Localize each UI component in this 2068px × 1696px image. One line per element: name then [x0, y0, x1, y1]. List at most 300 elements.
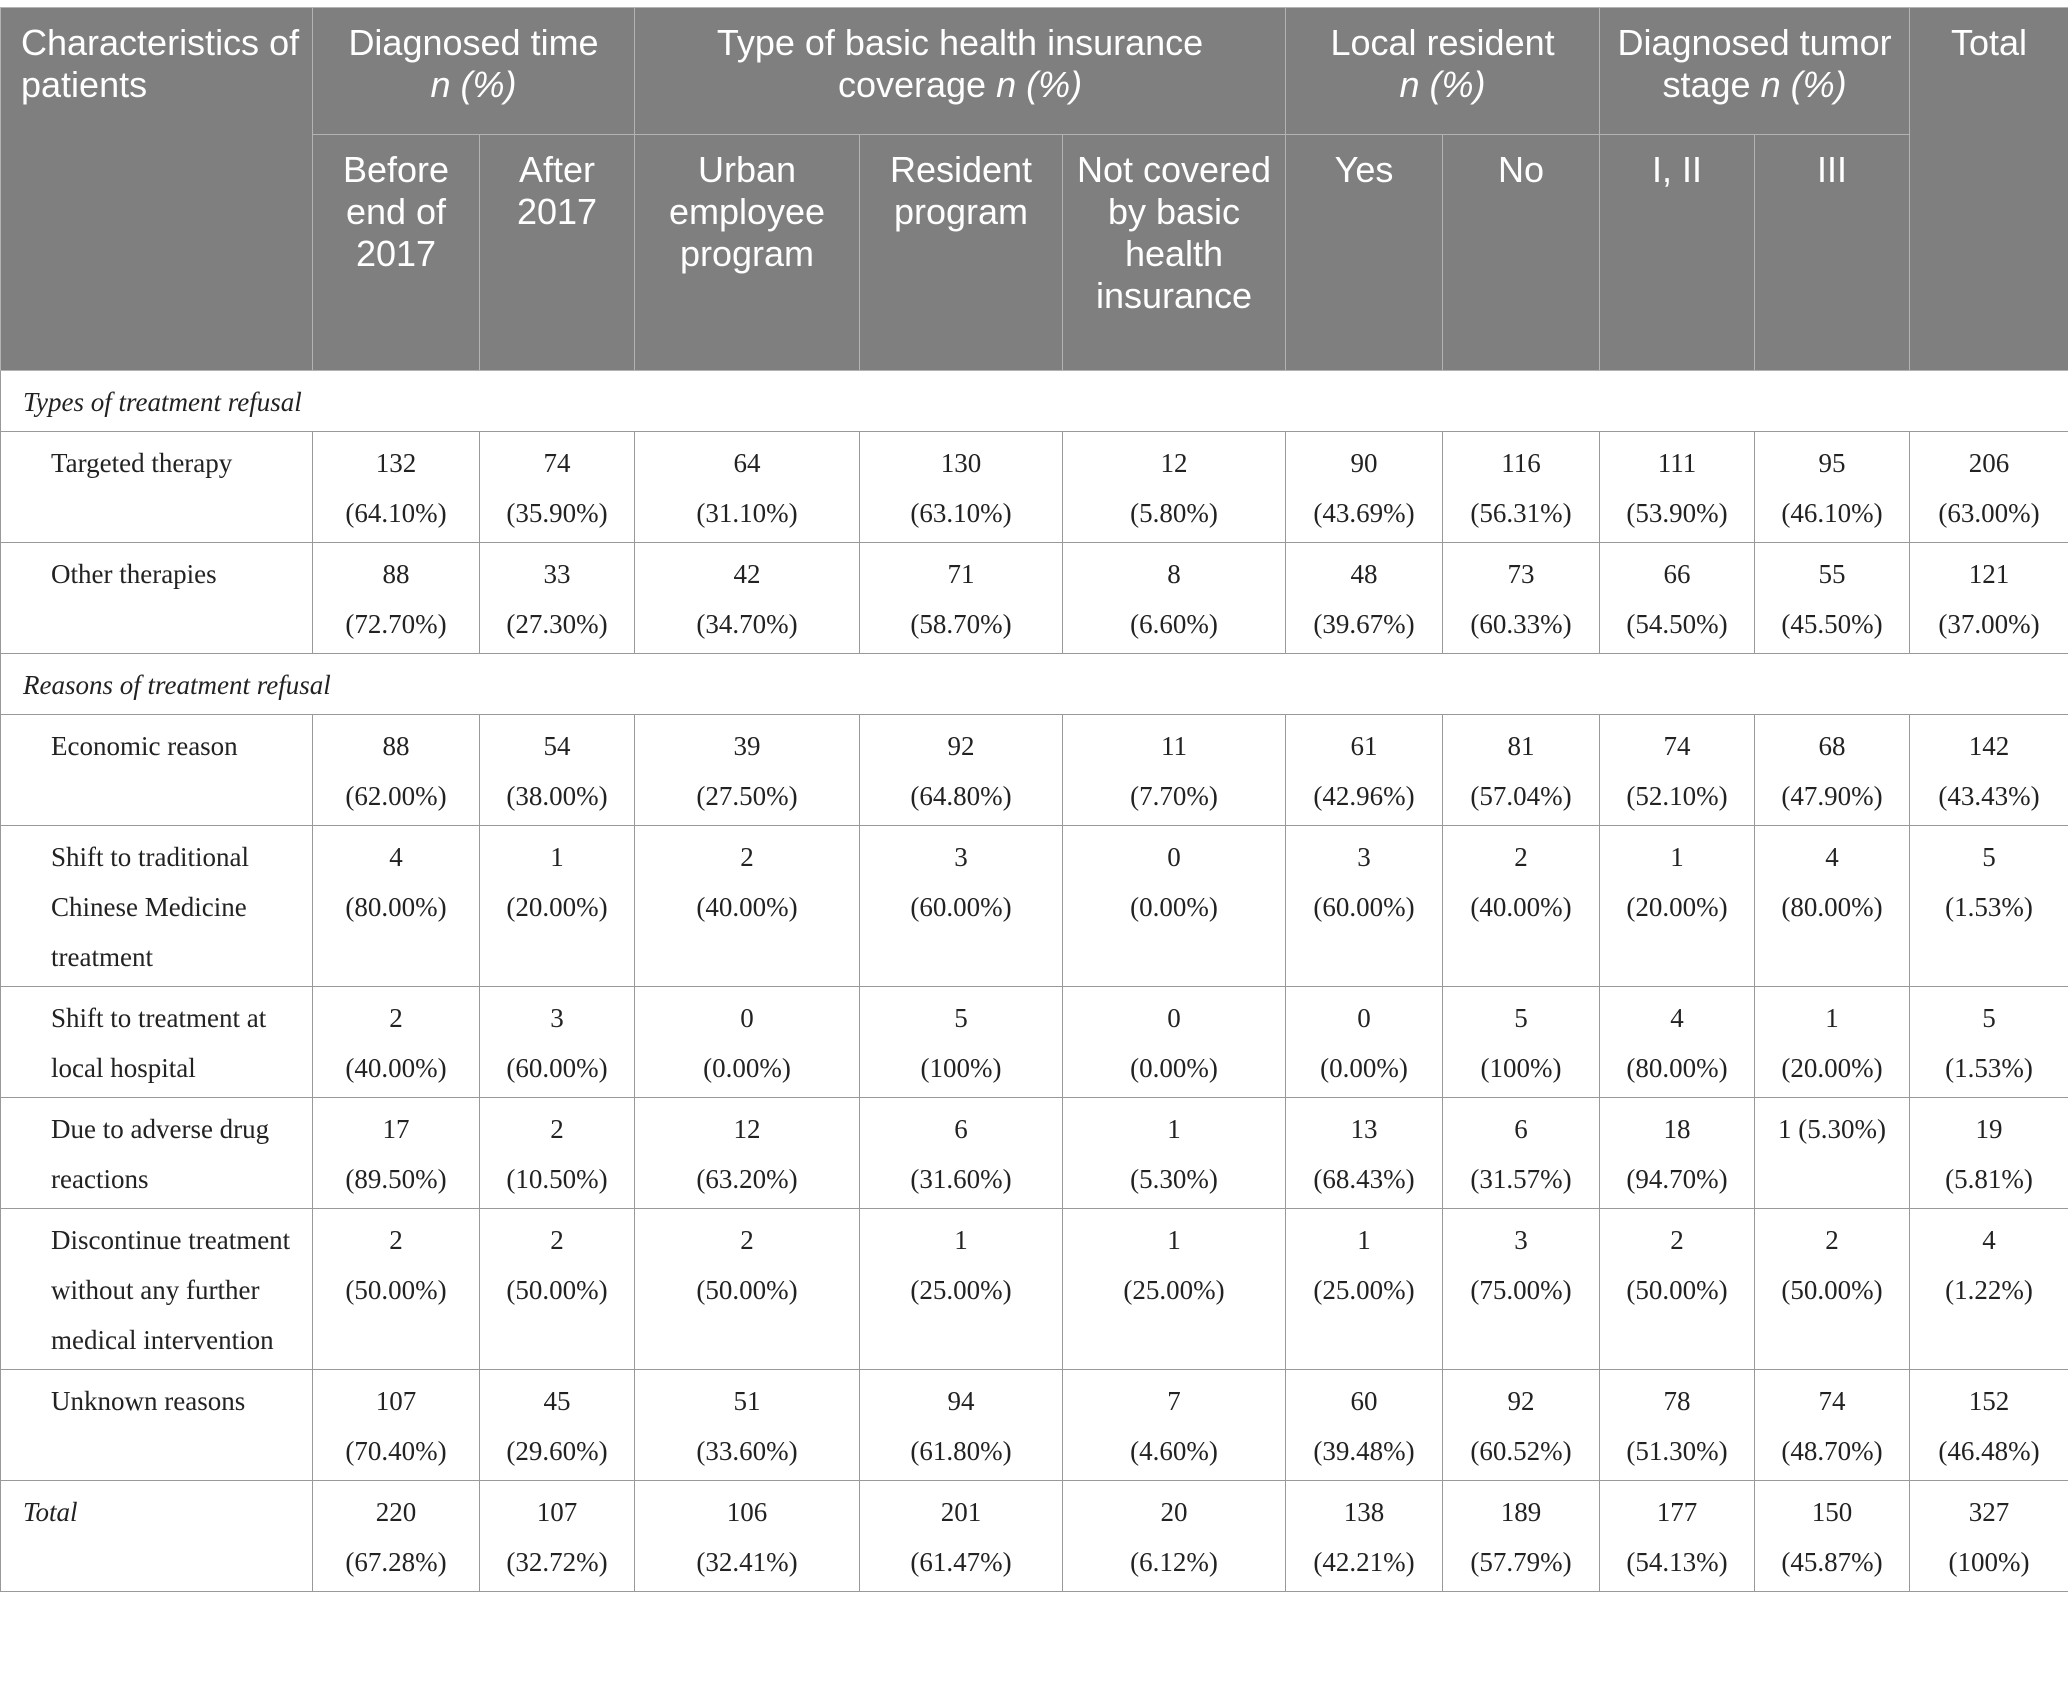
table-cell — [1063, 1370, 1286, 1481]
cell-percent: (100%) — [864, 1043, 1058, 1093]
header-before-2017: Before end of 2017 — [313, 135, 480, 371]
cell-percent: (33.60%) — [639, 1426, 855, 1476]
table-cell — [1755, 432, 1910, 543]
cell-percent: (56.31%) — [1447, 488, 1595, 538]
cell-count: 121 — [1914, 549, 2064, 599]
table-row — [1, 715, 2068, 826]
cell-count: 138 — [1290, 1487, 1438, 1537]
section-reasons: Reasons of treatment refusal — [1, 654, 2068, 715]
cell-count: 95 — [1759, 438, 1905, 488]
cell-percent: (1.53%) — [1914, 1043, 2064, 1093]
cell-count: 8 — [1067, 549, 1281, 599]
table-cell — [1063, 715, 1286, 826]
cell-count: 2 — [484, 1215, 630, 1265]
table-cell — [313, 1209, 480, 1370]
cell-percent: (72.70%) — [317, 599, 475, 649]
table-cell — [480, 1098, 635, 1209]
cell-count: 0 — [1290, 993, 1438, 1043]
cell-percent: (0.00%) — [639, 1043, 855, 1093]
table-cell — [1443, 987, 1600, 1098]
cell-count: 92 — [1447, 1376, 1595, 1426]
header-local-resident: Local resident n (%) — [1286, 8, 1600, 135]
cell-percent: (64.10%) — [317, 488, 475, 538]
cell-count: 1 — [1604, 832, 1750, 882]
cell-count: 132 — [317, 438, 475, 488]
table-cell — [1755, 1481, 1910, 1592]
header-resident-program: Resident program — [860, 135, 1063, 371]
table-cell — [1443, 1370, 1600, 1481]
cell-percent: (7.70%) — [1067, 771, 1281, 821]
cell-percent: (57.79%) — [1447, 1537, 1595, 1587]
cell-count: 4 — [1759, 832, 1905, 882]
header-insurance: Type of basic health insurance coverage n (%) — [635, 8, 1286, 135]
cell-percent: (25.00%) — [864, 1265, 1058, 1315]
cell-count: 116 — [1447, 438, 1595, 488]
cell-count: 48 — [1290, 549, 1438, 599]
cell-count: 150 — [1759, 1487, 1905, 1537]
cell-percent: (39.48%) — [1290, 1426, 1438, 1476]
cell-count: 13 — [1290, 1104, 1438, 1154]
cell-count: 6 — [1447, 1104, 1595, 1154]
table-cell — [313, 1481, 480, 1592]
header-tumor-stage: Diagnosed tumor stage n (%) — [1600, 8, 1910, 135]
cell-percent: (48.70%) — [1759, 1426, 1905, 1476]
cell-count: 2 — [639, 832, 855, 882]
cell-count: 4 — [1914, 1215, 2064, 1265]
cell-count: 60 — [1290, 1376, 1438, 1426]
cell-count: 177 — [1604, 1487, 1750, 1537]
table-cell — [1063, 1481, 1286, 1592]
table-cell — [1286, 1370, 1443, 1481]
cell-percent: (62.00%) — [317, 771, 475, 821]
cell-percent: (0.00%) — [1067, 882, 1281, 932]
cell-percent: (63.20%) — [639, 1154, 855, 1204]
table-cell — [635, 1209, 860, 1370]
cell-count: 73 — [1447, 549, 1595, 599]
cell-count: 5 — [1914, 993, 2064, 1043]
cell-percent: (0.00%) — [1290, 1043, 1438, 1093]
cell-percent: (42.21%) — [1290, 1537, 1438, 1587]
table-cell — [1286, 826, 1443, 987]
table-cell — [1443, 543, 1600, 654]
cell-count: 1 (5.30%) — [1759, 1104, 1905, 1154]
table-cell — [313, 543, 480, 654]
cell-percent: (50.00%) — [1604, 1265, 1750, 1315]
cell-count: 2 — [317, 1215, 475, 1265]
table-cell — [1910, 543, 2068, 654]
table-cell — [1286, 987, 1443, 1098]
table-row — [1, 1209, 2068, 1370]
cell-count: 55 — [1759, 549, 1905, 599]
cell-count: 6 — [864, 1104, 1058, 1154]
table-row — [1, 432, 2068, 543]
table-cell — [860, 432, 1063, 543]
cell-count: 68 — [1759, 721, 1905, 771]
cell-percent: (5.30%) — [1067, 1154, 1281, 1204]
cell-count: 64 — [639, 438, 855, 488]
cell-percent: (80.00%) — [317, 882, 475, 932]
refusal-table — [0, 7, 2068, 1592]
table-cell — [1600, 987, 1755, 1098]
cell-count: 0 — [639, 993, 855, 1043]
cell-count: 5 — [864, 993, 1058, 1043]
cell-count: 0 — [1067, 832, 1281, 882]
table-cell — [1286, 1481, 1443, 1592]
cell-percent: (60.00%) — [864, 882, 1058, 932]
cell-count: 11 — [1067, 721, 1281, 771]
table-cell — [1600, 1481, 1755, 1592]
table-cell — [1910, 1098, 2068, 1209]
cell-count: 2 — [1604, 1215, 1750, 1265]
row-label: Shift to traditional Chinese Medicine treatment — [1, 826, 313, 987]
table-cell — [1443, 1209, 1600, 1370]
cell-percent: (38.00%) — [484, 771, 630, 821]
cell-count: 3 — [1290, 832, 1438, 882]
cell-percent: (70.40%) — [317, 1426, 475, 1476]
table-cell — [635, 1481, 860, 1592]
table-cell — [1063, 987, 1286, 1098]
table-cell — [1755, 987, 1910, 1098]
cell-percent: (20.00%) — [484, 882, 630, 932]
table-cell — [1910, 1370, 2068, 1481]
cell-percent: (43.69%) — [1290, 488, 1438, 538]
cell-percent: (4.60%) — [1067, 1426, 1281, 1476]
cell-percent: (50.00%) — [1759, 1265, 1905, 1315]
cell-count: 20 — [1067, 1487, 1281, 1537]
cell-percent: (42.96%) — [1290, 771, 1438, 821]
cell-percent: (63.00%) — [1914, 488, 2064, 538]
table-cell — [860, 826, 1063, 987]
table-cell — [480, 1209, 635, 1370]
cell-percent: (32.41%) — [639, 1537, 855, 1587]
cell-count: 66 — [1604, 549, 1750, 599]
header-stage-3: III — [1755, 135, 1910, 371]
cell-percent: (1.22%) — [1914, 1265, 2064, 1315]
cell-percent: (80.00%) — [1604, 1043, 1750, 1093]
table-cell — [313, 987, 480, 1098]
cell-percent: (31.60%) — [864, 1154, 1058, 1204]
cell-percent: (63.10%) — [864, 488, 1058, 538]
cell-count: 2 — [317, 993, 475, 1043]
cell-percent: (27.50%) — [639, 771, 855, 821]
cell-percent: (35.90%) — [484, 488, 630, 538]
cell-percent: (34.70%) — [639, 599, 855, 649]
cell-count: 3 — [484, 993, 630, 1043]
cell-count: 106 — [639, 1487, 855, 1537]
cell-count: 5 — [1447, 993, 1595, 1043]
table-cell — [860, 1098, 1063, 1209]
table-cell — [1286, 1209, 1443, 1370]
cell-count: 74 — [1759, 1376, 1905, 1426]
cell-percent: (5.80%) — [1067, 488, 1281, 538]
cell-count: 206 — [1914, 438, 2064, 488]
cell-percent: (61.80%) — [864, 1426, 1058, 1476]
cell-percent: (40.00%) — [639, 882, 855, 932]
table-cell — [1910, 826, 2068, 987]
table-cell — [635, 715, 860, 826]
cell-percent: (60.52%) — [1447, 1426, 1595, 1476]
table-cell — [860, 1370, 1063, 1481]
table-cell — [1443, 826, 1600, 987]
cell-percent: (31.10%) — [639, 488, 855, 538]
table-cell — [860, 1481, 1063, 1592]
cell-count: 201 — [864, 1487, 1058, 1537]
table-cell — [480, 826, 635, 987]
cell-count: 2 — [1447, 832, 1595, 882]
cell-count: 74 — [1604, 721, 1750, 771]
cell-count: 1 — [1067, 1104, 1281, 1154]
table-cell — [1443, 1098, 1600, 1209]
header-characteristics: Characteristics of patients — [1, 8, 313, 371]
cell-count: 7 — [1067, 1376, 1281, 1426]
cell-count: 90 — [1290, 438, 1438, 488]
cell-count: 3 — [1447, 1215, 1595, 1265]
cell-percent: (40.00%) — [1447, 882, 1595, 932]
cell-percent: (50.00%) — [639, 1265, 855, 1315]
table-cell — [1755, 1370, 1910, 1481]
cell-count: 130 — [864, 438, 1058, 488]
cell-percent: (51.30%) — [1604, 1426, 1750, 1476]
cell-percent: (27.30%) — [484, 599, 630, 649]
cell-percent: (1.53%) — [1914, 882, 2064, 932]
table-cell — [480, 1370, 635, 1481]
table-cell — [313, 1098, 480, 1209]
table-cell — [1600, 1370, 1755, 1481]
table-row — [1, 987, 2068, 1098]
section-types: Types of treatment refusal — [1, 371, 2068, 432]
header-yes: Yes — [1286, 135, 1443, 371]
cell-count: 71 — [864, 549, 1058, 599]
cell-percent: (10.50%) — [484, 1154, 630, 1204]
cell-percent: (58.70%) — [864, 599, 1058, 649]
table-cell — [1600, 715, 1755, 826]
cell-percent: (54.13%) — [1604, 1537, 1750, 1587]
cell-percent: (60.00%) — [1290, 882, 1438, 932]
cell-count: 12 — [1067, 438, 1281, 488]
header-not-covered: Not covered by basic health insurance — [1063, 135, 1286, 371]
cell-count: 54 — [484, 721, 630, 771]
header-urban-employee: Urban employee program — [635, 135, 860, 371]
table-cell — [1755, 543, 1910, 654]
cell-count: 142 — [1914, 721, 2064, 771]
cell-count: 327 — [1914, 1487, 2064, 1537]
cell-percent: (52.10%) — [1604, 771, 1750, 821]
table-cell — [1063, 826, 1286, 987]
cell-count: 42 — [639, 549, 855, 599]
row-label: Total — [1, 1481, 313, 1592]
cell-count: 92 — [864, 721, 1058, 771]
cell-count: 45 — [484, 1376, 630, 1426]
row-label: Unknown reasons — [1, 1370, 313, 1481]
table-cell — [1443, 432, 1600, 543]
cell-percent: (100%) — [1447, 1043, 1595, 1093]
table-cell — [480, 432, 635, 543]
table-cell — [480, 1481, 635, 1592]
table-row — [1, 826, 2068, 987]
table-cell — [1600, 543, 1755, 654]
table-cell — [1755, 1098, 1910, 1209]
row-label: Economic reason — [1, 715, 313, 826]
table-cell — [635, 543, 860, 654]
cell-count: 1 — [484, 832, 630, 882]
cell-count: 152 — [1914, 1376, 2064, 1426]
table-cell — [1286, 1098, 1443, 1209]
cell-percent: (67.28%) — [317, 1537, 475, 1587]
cell-count: 33 — [484, 549, 630, 599]
table-cell — [1600, 432, 1755, 543]
cell-count: 12 — [639, 1104, 855, 1154]
row-label: Other therapies — [1, 543, 313, 654]
table-cell — [313, 432, 480, 543]
table-cell — [1755, 1209, 1910, 1370]
table-row — [1, 1098, 2068, 1209]
cell-count: 1 — [1290, 1215, 1438, 1265]
cell-count: 81 — [1447, 721, 1595, 771]
table-cell — [480, 987, 635, 1098]
table-cell — [1286, 432, 1443, 543]
cell-count: 88 — [317, 549, 475, 599]
cell-percent: (46.48%) — [1914, 1426, 2064, 1476]
table-cell — [1063, 1098, 1286, 1209]
cell-count: 3 — [864, 832, 1058, 882]
cell-percent: (53.90%) — [1604, 488, 1750, 538]
cell-count: 18 — [1604, 1104, 1750, 1154]
cell-percent: (47.90%) — [1759, 771, 1905, 821]
table-cell — [1443, 715, 1600, 826]
cell-percent: (29.60%) — [484, 1426, 630, 1476]
table-cell — [1063, 1209, 1286, 1370]
table-cell — [635, 826, 860, 987]
cell-count: 107 — [317, 1376, 475, 1426]
header-no: No — [1443, 135, 1600, 371]
cell-count: 1 — [1759, 993, 1905, 1043]
cell-percent: (5.81%) — [1914, 1154, 2064, 1204]
table-cell — [1600, 826, 1755, 987]
cell-count: 88 — [317, 721, 475, 771]
row-label: Targeted therapy — [1, 432, 313, 543]
cell-count: 1 — [1067, 1215, 1281, 1265]
table-row — [1, 1481, 2068, 1592]
cell-count: 2 — [639, 1215, 855, 1265]
cell-count: 2 — [1759, 1215, 1905, 1265]
cell-count: 107 — [484, 1487, 630, 1537]
header-stage-1-2: I, II — [1600, 135, 1755, 371]
cell-count: 74 — [484, 438, 630, 488]
cell-percent: (39.67%) — [1290, 599, 1438, 649]
cell-count: 111 — [1604, 438, 1750, 488]
table-cell — [1755, 715, 1910, 826]
table-cell — [480, 715, 635, 826]
table-cell — [1063, 543, 1286, 654]
cell-percent: (80.00%) — [1759, 882, 1905, 932]
table-row — [1, 543, 2068, 654]
cell-percent: (37.00%) — [1914, 599, 2064, 649]
table-cell — [860, 987, 1063, 1098]
table-cell — [1286, 715, 1443, 826]
table-cell — [635, 1370, 860, 1481]
cell-count: 17 — [317, 1104, 475, 1154]
cell-count: 39 — [639, 721, 855, 771]
cell-percent: (6.12%) — [1067, 1537, 1281, 1587]
cell-percent: (60.00%) — [484, 1043, 630, 1093]
cell-count: 1 — [864, 1215, 1058, 1265]
table-cell — [1910, 715, 2068, 826]
cell-percent: (0.00%) — [1067, 1043, 1281, 1093]
cell-percent: (50.00%) — [317, 1265, 475, 1315]
cell-percent: (75.00%) — [1447, 1265, 1595, 1315]
table-cell — [1443, 1481, 1600, 1592]
cell-count: 19 — [1914, 1104, 2064, 1154]
cell-percent: (31.57%) — [1447, 1154, 1595, 1204]
table-cell — [1755, 826, 1910, 987]
cell-count: 61 — [1290, 721, 1438, 771]
header-total: Total — [1910, 8, 2068, 371]
row-label: Shift to treatment at local hospital — [1, 987, 313, 1098]
cell-count: 51 — [639, 1376, 855, 1426]
cell-percent: (45.87%) — [1759, 1537, 1905, 1587]
table-cell — [635, 432, 860, 543]
row-label: Discontinue treatment without any further medical intervention — [1, 1209, 313, 1370]
table-cell — [1910, 987, 2068, 1098]
table-cell — [1910, 1209, 2068, 1370]
cell-count: 94 — [864, 1376, 1058, 1426]
table-row — [1, 1370, 2068, 1481]
cell-count: 78 — [1604, 1376, 1750, 1426]
cell-percent: (6.60%) — [1067, 599, 1281, 649]
cell-count: 189 — [1447, 1487, 1595, 1537]
cell-count: 2 — [484, 1104, 630, 1154]
cell-percent: (50.00%) — [484, 1265, 630, 1315]
table-cell — [1910, 432, 2068, 543]
cell-count: 5 — [1914, 832, 2064, 882]
table-cell — [313, 715, 480, 826]
cell-percent: (89.50%) — [317, 1154, 475, 1204]
cell-percent: (40.00%) — [317, 1043, 475, 1093]
header-after-2017: After 2017 — [480, 135, 635, 371]
row-label: Due to adverse drug reactions — [1, 1098, 313, 1209]
cell-percent: (68.43%) — [1290, 1154, 1438, 1204]
cell-percent: (25.00%) — [1067, 1265, 1281, 1315]
cell-percent: (46.10%) — [1759, 488, 1905, 538]
cell-percent: (61.47%) — [864, 1537, 1058, 1587]
table-cell — [480, 543, 635, 654]
cell-percent: (20.00%) — [1759, 1043, 1905, 1093]
cell-percent: (43.43%) — [1914, 771, 2064, 821]
cell-percent: (45.50%) — [1759, 599, 1905, 649]
table-cell — [860, 1209, 1063, 1370]
table-cell — [1600, 1209, 1755, 1370]
cell-percent: (54.50%) — [1604, 599, 1750, 649]
cell-percent: (57.04%) — [1447, 771, 1595, 821]
header-diagnosed-time: Diagnosed time n (%) — [313, 8, 635, 135]
cell-percent: (94.70%) — [1604, 1154, 1750, 1204]
table-cell — [635, 987, 860, 1098]
cell-count: 0 — [1067, 993, 1281, 1043]
table-cell — [1910, 1481, 2068, 1592]
table-cell — [860, 543, 1063, 654]
table-cell — [1286, 543, 1443, 654]
table-cell — [1600, 1098, 1755, 1209]
cell-count: 220 — [317, 1487, 475, 1537]
table-cell — [313, 826, 480, 987]
cell-percent: (100%) — [1914, 1537, 2064, 1587]
table-cell — [635, 1098, 860, 1209]
table-cell — [1063, 432, 1286, 543]
cell-count: 4 — [1604, 993, 1750, 1043]
cell-percent: (64.80%) — [864, 771, 1058, 821]
cell-count: 4 — [317, 832, 475, 882]
cell-percent: (20.00%) — [1604, 882, 1750, 932]
